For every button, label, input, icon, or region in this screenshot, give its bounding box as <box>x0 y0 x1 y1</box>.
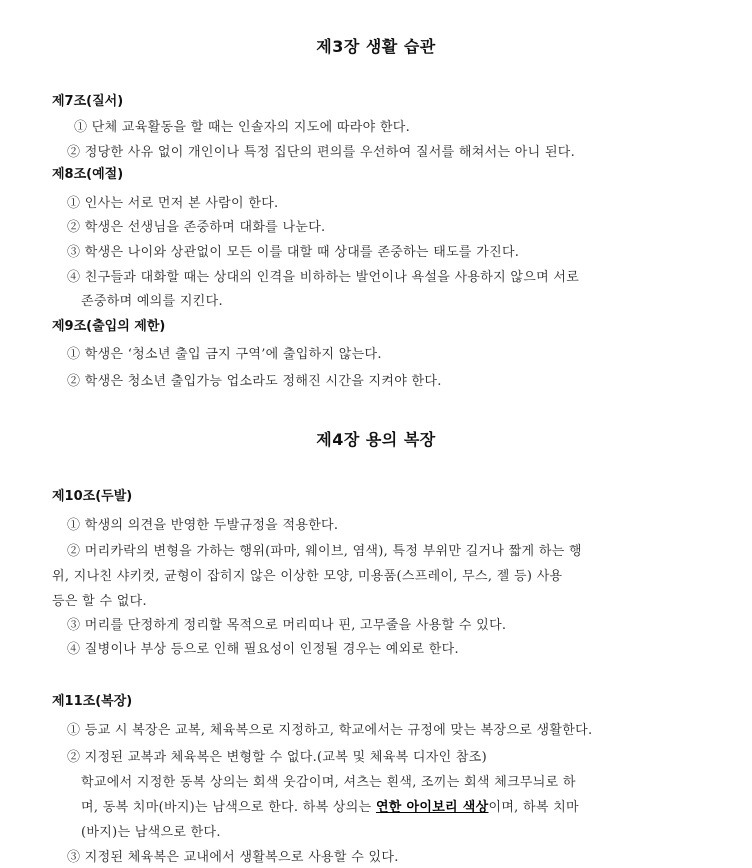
emphasized-color-text: 연한 아이보리 색상 <box>375 800 489 815</box>
article-heading: 제9조(출입의 제한) <box>52 319 166 334</box>
clause-continuation: 존중하며 예의를 지킨다. <box>81 294 223 309</box>
clause-line: ④ 질병이나 부상 등으로 인해 필요성이 인정될 경우는 예외로 한다. <box>67 642 459 657</box>
clause-line: ① 학생은 ‘청소년 출입 금지 구역’에 출입하지 않는다. <box>67 347 382 362</box>
clause-line: ② 지정된 교복과 체육복은 변형할 수 없다.(교복 및 체육복 디자인 참조) <box>67 750 487 765</box>
clause-text: 이며, 하복 치마 <box>488 800 579 815</box>
article-heading: 제7조(질서) <box>52 94 124 109</box>
clause-line: ① 단체 교육활동을 할 때는 인솔자의 지도에 따라야 한다. <box>74 120 411 135</box>
article-heading: 제11조(복장) <box>52 694 133 709</box>
chapter-title: 제3장 생활 습관 <box>316 37 436 56</box>
clause-continuation <box>81 796 579 815</box>
clause-continuation: 등은 할 수 없다. <box>52 594 147 609</box>
clause-line: ② 학생은 선생님을 존중하며 대화를 나눈다. <box>67 220 326 235</box>
clause-line: ② 정당한 사유 없이 개인이나 특정 집단의 편의를 우선하여 질서를 해쳐서는 아니 된다. <box>67 145 576 160</box>
clause-line: ② 머리카락의 변형을 가하는 행위(파마, 웨이브, 염색), 특정 부위만 길거나 짧게 하는 행 <box>67 544 582 559</box>
clause-continuation: (바지)는 남색으로 한다. <box>81 825 221 840</box>
clause-line: ③ 지정된 체육복은 교내에서 생활복으로 사용할 수 있다. <box>67 850 399 865</box>
article-heading: 제10조(두발) <box>52 489 133 504</box>
clause-line: ① 인사는 서로 먼저 본 사람이 한다. <box>67 196 279 211</box>
chapter-title: 제4장 용의 복장 <box>316 430 436 449</box>
clause-line: ① 등교 시 복장은 교복, 체육복으로 지정하고, 학교에서는 규정에 맞는 복장으로 생활한다. <box>67 723 593 738</box>
clause-line: ③ 학생은 나이와 상관없이 모든 이를 대할 때 상대를 존중하는 태도를 가진다. <box>67 245 520 260</box>
clause-text: 며, 동복 치마(바지)는 남색으로 한다. 하복 상의는 <box>81 800 376 815</box>
clause-line: ④ 친구들과 대화할 때는 상대의 인격을 비하하는 발언이나 욕설을 사용하지 않으며 서로 <box>67 270 580 285</box>
clause-continuation: 학교에서 지정한 동복 상의는 회색 웃감이며, 셔츠는 흰색, 조끼는 회색 체크무늬로 하 <box>81 775 576 790</box>
clause-line: ② 학생은 청소년 출입가능 업소라도 정해진 시간을 지켜야 한다. <box>67 374 442 389</box>
article-heading: 제8조(예절) <box>52 167 124 182</box>
clause-continuation: 위, 지나친 샤키컷, 균형이 잡히지 않은 이상한 모양, 미용품(스프레이, 무스, 젤 등) 사용 <box>52 569 563 584</box>
clause-line: ③ 머리를 단정하게 정리할 목적으로 머리띠나 핀, 고무줄을 사용할 수 있다. <box>67 618 507 633</box>
clause-line: ① 학생의 의견을 반영한 두발규정을 적용한다. <box>67 518 339 533</box>
